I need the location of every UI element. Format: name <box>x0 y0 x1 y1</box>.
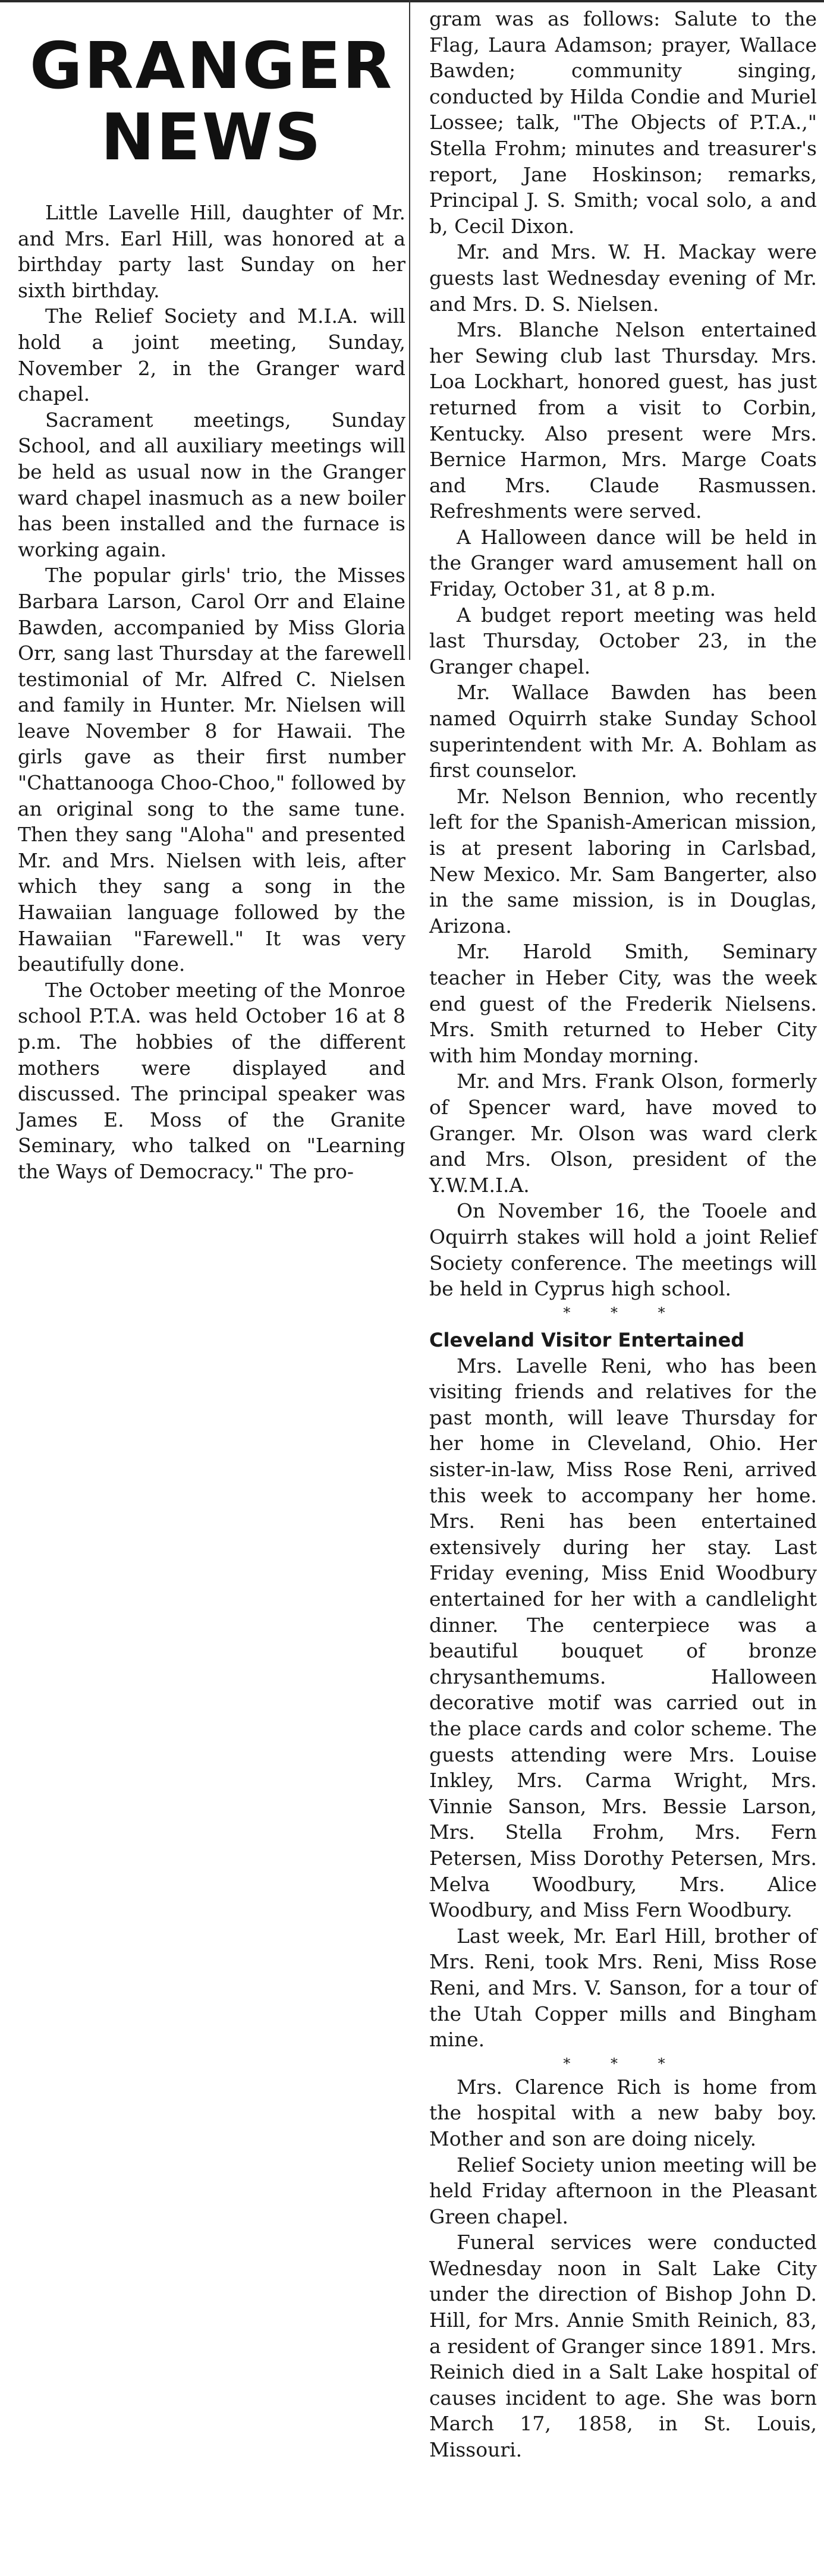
paragraph-relief-conference: On November 16, the Tooele and Oquirrh stakes will hold a joint Relief Society conference. The meetings will be held in Cyprus high school. <box>429 1199 817 1301</box>
subhead-cleveland-visitor: Cleveland Visitor Entertained <box>429 1328 745 1351</box>
paragraph-pta-program: gram was as follows: Salute to the Flag, Laura Adamson; prayer, Wallace Bawden; community singing, conducted by Hilda Condie and Muriel Lossee; talk, "The Objects of P.T.A.," Stella Frohm; minutes and treasurer's report, Jane Hoskinson; remarks, Principal J. S. Smith; vocal solo, a and b, Cecil Dixon. <box>429 7 817 238</box>
paragraph-sacrament-meetings: Sacrament meetings, Sunday School, and all auxiliary meetings will be held as usual now in the Granger ward chapel inasmuch as a new boiler has been installed and the furnace is working again. <box>18 408 405 561</box>
paragraph-reni-visit: Mrs. Lavelle Reni, who has been visiting friends and relatives for the past month, will leave Thursday for her home in Cleveland, Ohio. Her sister-in-law, Miss Rose Reni, arrived this week to accompany her home. Mrs. Reni has been entertained extensively during her stay. Last Friday evening, Miss Enid Woodbury entertained for her with a candlelight dinner. The centerpiece was a beautiful bouquet of bronze chrysanthemums. Halloween decorative motif was carried out in the place cards and color scheme. The guests attending were Mrs. Louise Inkley, Mrs. Carma Wright, Mrs. Vinnie Sanson, Mrs. Bessie Larson, Mrs. Stella Frohm, Mrs. Fern Petersen, Miss Dorothy Petersen, Mrs. Melva Woodbury, Mrs. Alice Woodbury, and Miss Fern Woodbury. <box>429 1354 817 1922</box>
paragraph-sewing-club: Mrs. Blanche Nelson entertained her Sewing club last Thursday. Mrs. Loa Lockhart, honored guest, has just returned from a visit to Corbin, Kentucky. Also present were Mrs. Bernice Harmon, Mrs. Marge Coats and Mrs. Claude Rasmussen. Refreshments were served. <box>429 318 817 523</box>
paragraph-budget-report: A budget report meeting was held last Thursday, October 23, in the Granger chapel. <box>429 603 817 678</box>
paragraph-sunday-school: Mr. Wallace Bawden has been named Oquirrh stake Sunday School superintendent with Mr. A. Bohlam as first counselor. <box>429 681 817 782</box>
masthead-title: GRANGER NEWS <box>29 29 394 175</box>
paragraph-copper-mills-tour: Last week, Mr. Earl Hill, brother of Mrs. Reni, took Mrs. Reni, Miss Rose Reni, and Mrs. V. Sanson, for a tour of the Utah Copper mills and Bingham mine. <box>429 1924 817 2052</box>
paragraph-olson-moved: Mr. and Mrs. Frank Olson, formerly of Spencer ward, have moved to Granger. Mr. Olson was ward clerk and Mrs. Olson, president of the Y.W.M.I.A. <box>429 1070 817 1197</box>
paragraph-rich-baby: Mrs. Clarence Rich is home from the hospital with a new baby boy. Mother and son are doing nicely. <box>429 2075 817 2150</box>
separator-stars-2: * * * <box>563 2055 683 2072</box>
paragraph-pta-meeting: The October meeting of the Monroe school P.T.A. was held October 16 at 8 p.m. The hobbies of the different mothers were displayed and discussed. The principal speaker was James E. Moss of the Granite Seminary, who talked on "Learning the Ways of Democracy." The pro- <box>18 978 405 1183</box>
paragraph-reinich-funeral: Funeral services were conducted Wednesday noon in Salt Lake City under the direction of Bishop John D. Hill, for Mrs. Annie Smith Reinich, 83, a resident of Granger since 1891. Mrs. Reinich died in a Salt Lake hospital of causes incident to age. She was born March 17, 1858, in St. Louis, Missouri. <box>429 2231 817 2462</box>
paragraph-union-meeting: Relief Society union meeting will be held Friday afternoon in the Pleasant Green chapel. <box>429 2153 817 2228</box>
left-column <box>18 21 405 1185</box>
paragraph-joint-meeting: The Relief Society and M.I.A. will hold a joint meeting, Sunday, November 2, in the Granger ward chapel. <box>18 304 405 406</box>
paragraph-hill-birthday: Little Lavelle Hill, daughter of Mr. and Mrs. Earl Hill, was honored at a birthday party last Sunday on her sixth birthday. <box>18 201 405 302</box>
paragraph-mackay-guests: Mr. and Mrs. W. H. Mackay were guests last Wednesday evening of Mr. and Mrs. D. S. Nielsen. <box>429 240 817 316</box>
top-border-rule <box>0 0 824 2</box>
right-column <box>429 6 817 2463</box>
paragraph-bennion-mission: Mr. Nelson Bennion, who recently left for the Spanish-American mission, is at present laboring in Carlsbad, New Mexico. Mr. Sam Bangerter, also in the same mission, is in Douglas, Arizona. <box>429 784 817 938</box>
column-divider <box>409 0 410 660</box>
paragraph-girls-trio: The popular girls' trio, the Misses Barbara Larson, Carol Orr and Elaine Bawden, accompanied by Miss Gloria Orr, sang last Thursday at the farewell testimonial of Mr. Alfred C. Nielsen and family in Hunter. Mr. Nielsen will leave November 8 for Hawaii. The girls gave as their first number "Chattanooga Choo-Choo," followed by an original song to the same tune. Then they sang "Aloha" and presented Mr. and Mrs. Nielsen with leis, after which they sang a song in the Hawaiian language followed by the Hawaiian "Farewell." It was very beautifully done. <box>18 564 405 976</box>
paragraph-harold-smith: Mr. Harold Smith, Seminary teacher in Heber City, was the week end guest of the Frederik Nielsens. Mrs. Smith returned to Heber City with him Monday morning. <box>429 940 817 1067</box>
paragraph-halloween-dance: A Halloween dance will be held in the Granger ward amusement hall on Friday, October 31, at 8 p.m. <box>429 525 817 601</box>
separator-stars: * * * <box>563 1304 683 1321</box>
